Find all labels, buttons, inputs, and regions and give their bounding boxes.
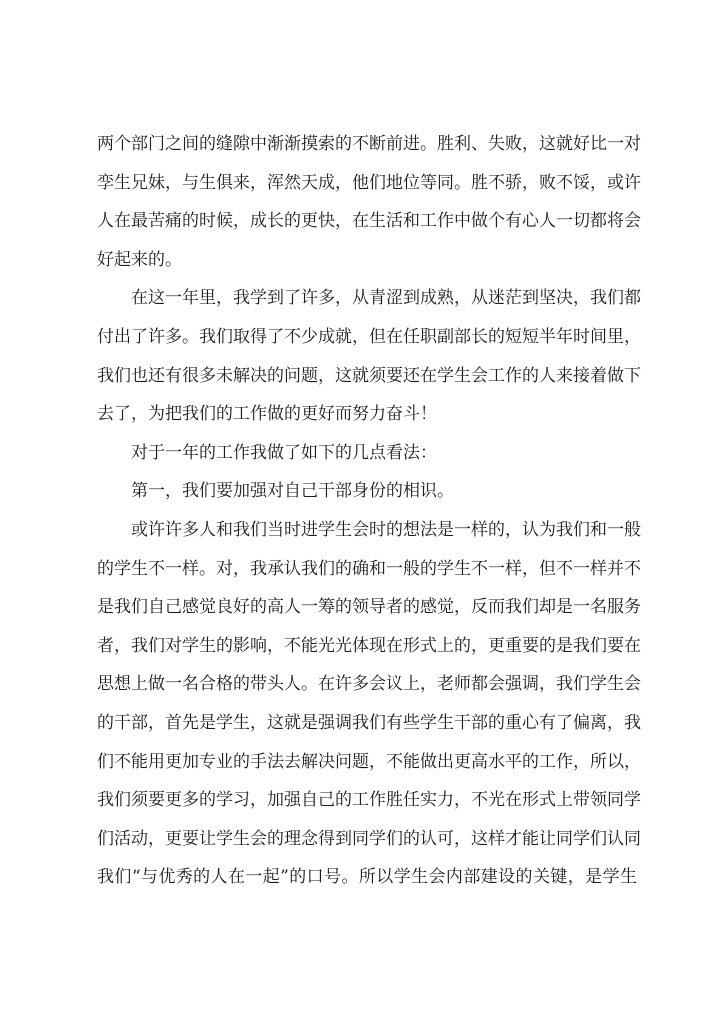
text-line: 我们“与优秀的人在一起”的口号。所以学生会内部建设的关键，是学生	[97, 867, 637, 888]
text-line: 人在最苦痛的时候，成长的更快，在生活和工作中做个有心人一切都将会	[97, 211, 641, 232]
text-line: 付出了许多。我们取得了不少成就，但在任职副部长的短短半年时间里，	[97, 326, 641, 347]
text-line: 孪生兄妹，与生俱来，浑然天成，他们地位等同。胜不骄，败不馁，或许	[97, 172, 641, 193]
text-line: 的干部，首先是学生，这就是强调我们有些学生干部的重心有了偏离，我	[97, 712, 641, 733]
text-line: 我们也还有很多未解决的问题，这就须要还在学生会工作的人来接着做下	[97, 365, 641, 386]
text-line: 们不能用更加专业的手法去解决问题，不能做出更高水平的工作，所以，	[97, 751, 641, 772]
text-line: 在这一年里，我学到了许多，从青涩到成熟，从迷茫到坚决，我们都	[131, 288, 641, 309]
text-line: 对于一年的工作我做了如下的几点看法：	[131, 442, 437, 463]
text-line: 第一，我们要加强对自己干部身份的相识。	[131, 481, 454, 502]
text-line: 们活动，更要让学生会的理念得到同学们的认可，这样才能让同学们认同	[97, 828, 641, 849]
text-line: 是我们自己感觉良好的高人一筹的领导者的感觉，反而我们却是一名服务	[97, 597, 641, 618]
document-body	[97, 125, 641, 897]
text-line: 的学生不一样。对，我承认我们的确和一般的学生不一样，但不一样并不	[97, 558, 641, 579]
text-line: 去了，为把我们的工作做的更好而努力奋斗！	[97, 404, 437, 425]
text-line: 或许许多人和我们当时进学生会时的想法是一样的，认为我们和一般	[131, 519, 641, 540]
text-line: 两个部门之间的缝隙中渐渐摸索的不断前进。胜利、失败，这就好比一对	[97, 134, 641, 154]
text-line: 思想上做一名合格的带头人。在许多会议上，老师都会强调，我们学生会	[97, 674, 641, 695]
text-line: 我们须要更多的学习，加强自己的工作胜任实力，不光在形式上带领同学	[97, 790, 641, 811]
text-line: 者，我们对学生的影响，不能光光体现在形式上的，更重要的是我们要在	[97, 635, 641, 656]
text-line: 好起来的。	[97, 249, 182, 270]
